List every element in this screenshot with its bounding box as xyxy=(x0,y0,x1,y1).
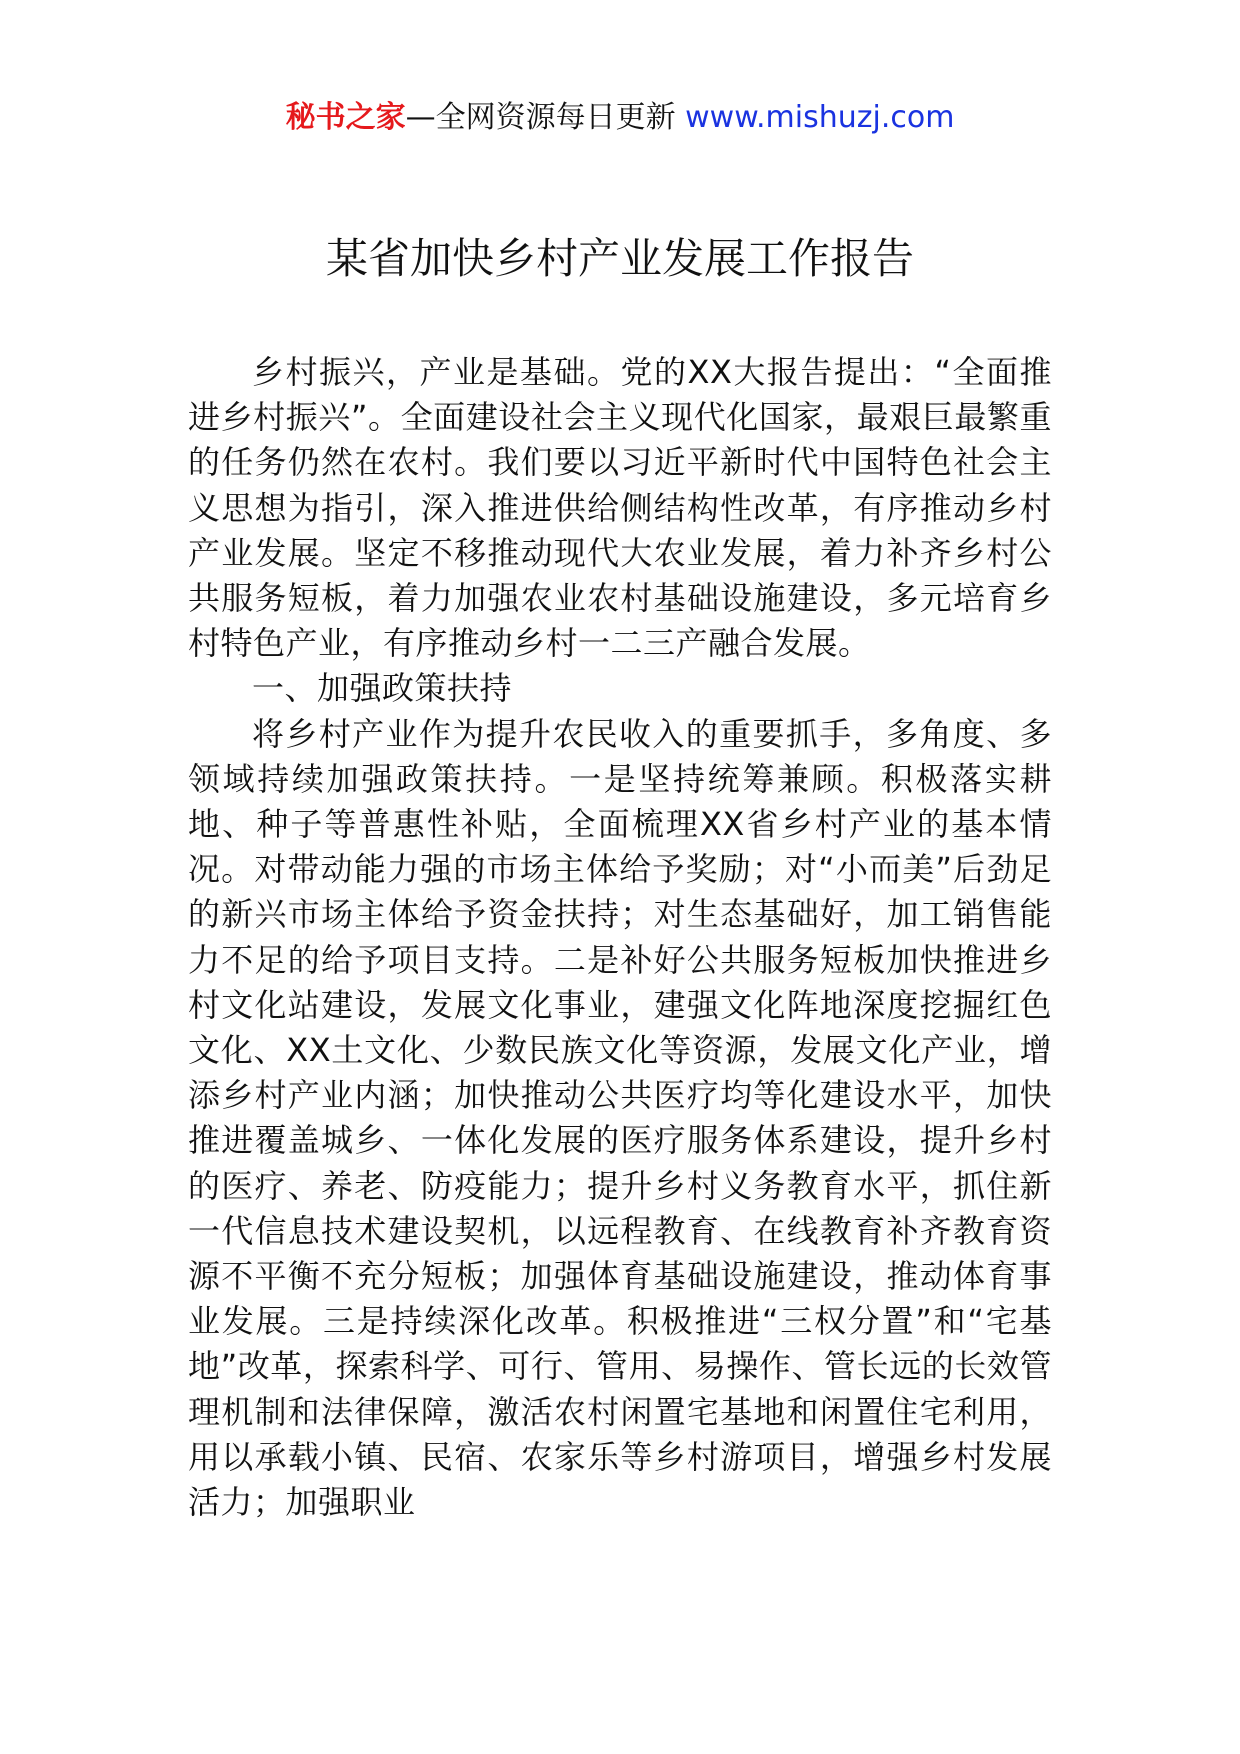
site-url-link[interactable]: www.mishuzj.com xyxy=(685,100,955,135)
document-body xyxy=(188,350,1052,1525)
paragraph-policy-support: 将乡村产业作为提升农民收入的重要抓手，多角度、多领域持续加强政策扶持。一是坚持统筹兼顾。积极落实耕地、种子等普惠性补贴，全面梳理XX省乡村产业的基本情况。对带动能力强的市场主体给予奖励；对“小而美”后劲足的新兴市场主体给予资金扶持；对生态基础好，加工销售能力不足的给予项目支持。二是补好公共服务短板加快推进乡村文化站建设，发展文化事业，建强文化阵地深度挖掘红色文化、XX土文化、少数民族文化等资源，发展文化产业，增添乡村产业内涵；加快推动公共医疗均等化建设水平，加快推进覆盖城乡、一体化发展的医疗服务体系建设，提升乡村的医疗、养老、防疫能力；提升乡村义务教育水平，抓住新一代信息技术建设契机，以远程教育、在线教育补齐教育资源不平衡不充分短板；加强体育基础设施建设，推动体育事业发展。三是持续深化改革。积极推进“三权分置”和“宅基地”改革，探索科学、可行、管用、易操作、管长远的长效管理机制和法律保障，激活农村闲置宅基地和闲置住宅利用，用以承载小镇、民宿、农家乐等乡村游项目，增强乡村发展活力；加强职业 xyxy=(188,714,1052,1522)
site-brand: 秘书之家 xyxy=(285,100,406,135)
paragraph-intro: 乡村振兴，产业是基础。党的XX大报告提出：“全面推进乡村振兴”。全面建设社会主义现代化国家，最艰巨最繁重的任务仍然在农村。我们要以习近平新时代中国特色社会主义思想为指引，深入推进供给侧结构性改革，有序推动乡村产业发展。坚定不移推动现代大农业发展，着力补齐乡村公共服务短板，着力加强农业农村基础设施建设，多元培育乡村特色产业，有序推动乡村一二三产融合发展。 xyxy=(188,353,1052,663)
section-heading: 一、加强政策扶持 xyxy=(252,669,513,708)
site-header xyxy=(0,98,1240,137)
document-title: 某省加快乡村产业发展工作报告 xyxy=(325,234,914,283)
site-tagline: —全网资源每日更新 xyxy=(405,100,686,135)
